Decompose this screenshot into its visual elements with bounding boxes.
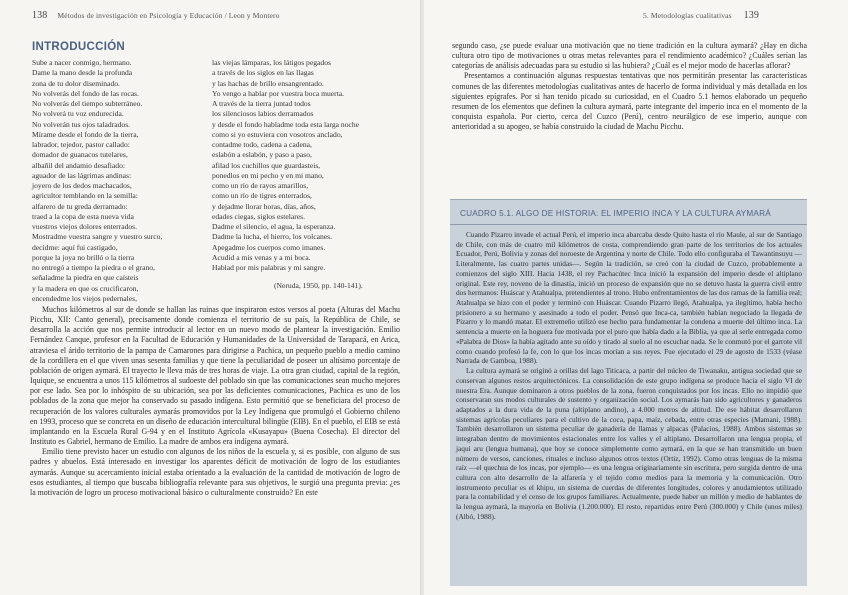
poem-line: los silenciosos labios derramados xyxy=(212,109,314,119)
poem-line: edades ciegas, siglos estelares. xyxy=(212,211,305,221)
poem-line: Mírame desde el fondo de la tierra, xyxy=(32,129,139,139)
poem-line: traed a la copa de esta nueva vida xyxy=(32,211,134,221)
poem-line: y dejadme llorar horas, días, años, xyxy=(212,201,316,211)
poem-column-2 xyxy=(212,58,359,273)
poem-line: como si yo estuviera con vosotros anclado, xyxy=(212,129,343,139)
cuadro-paragraph-2: La cultura aymará se originó a orillas del lago Titicaca, a partir del núcleo de Tiwanaku, antigua sociedad que se conservan algunos restos arquitectónicos. La consolidación de este grupo indígena se produce hacia el siglo VI de nuestra Era. Aunque dominaron a otros pueblos de la zona, fueron conquistados por los incas. Ello no impidió que conservaran sus modos culturales de sustento y organización social. Los aymarás han sido agricultores y ganaderos adaptados a la dura vida de la puna (altiplano andino), a 4.000 metros de altitud. De ese hábitat desarrollaron sistemas agrícolas peculiares para el cultivo de la coca, papa, maíz, cebada, entre otras especies (Mamani, 1988). También desarrollaron un sistema peculiar de ganadería de llamas y alpacas (Palacios, 1988). Ambos sistemas se integraban dentro de movimientos estacionales entre los valles y el altiplano. Desarrollaron una lengua propia, el jaqui aru (lengua humana), que hoy se conoce simplemente como aymará, en la que se han transmitido un buen número de versos, canciones, rituales e incluso algunos otros textos (Ortiz, 1992). Como otras lenguas de la misma raíz —el quechua de los incas, por ejemplo— es una lengua originariamente sin escritura, pero surgida dentro de una cultura con alto desarrollo de la alfarería y el tejido como medios para la memoria y la comunicación. Otro instrumento peculiar es el khipu, un sistema de cuerdas de diferentes longitudes, colores y anudamientos utilizado para la contabilidad y el censo de los grupos familiares. Actualmente, puede haber un millón y medio de hablantes de la lengua aymará, la mayoría en Bolivia (1.200.000). El resto, repartidos entre Perú (300.000) y Chile (unos miles) (Albó, 1988). xyxy=(456,366,802,521)
poem-line: Dadme el silencio, el agua, la esperanza. xyxy=(212,222,336,231)
poem-line: No volverán tus ojos taladrados. xyxy=(32,119,131,129)
cuadro-body xyxy=(456,230,802,522)
poem-line: zona de tu dolor diseminado. xyxy=(32,78,120,88)
poem-line: afilad los cuchillos que guardasteis, xyxy=(212,160,321,170)
poem-column-1 xyxy=(32,58,162,304)
left-page-number: 138 xyxy=(32,10,48,21)
right-running-header xyxy=(643,10,759,21)
cuadro-title: CUADRO 5.1. ALGO DE HISTORIA: EL IMPERIO INCA Y LA CULTURA AYMARÁ xyxy=(460,209,771,218)
poem-line: labrador, tejedor, pastor callado: xyxy=(32,140,130,149)
poem-line: y la madera en que os crucificaron, xyxy=(32,283,139,293)
section-title: INTRODUCCIÓN xyxy=(32,41,126,53)
right-paragraph-2: Presentamos a continuación algunas respuestas tentativas que nos permitirán presentar las características comunes de las diferentes metodologías cualitativas antes de hacerlo de forma individual y más detallada en los siguientes epígrafes. Por si han tenido picado su curiosidad, en el Cuadro 5.1 hemos elaborado un pequeño resumen de los elementos que definen la cultura aymará, parte integrante del imperio inca en el momento de la conquista española. Por cierto, cerca del Cuzco (Perú), centro neurálgico de ese imperio, aunque con anterioridad a su apogeo, se había construido la ciudad de Machu Picchu. xyxy=(452,71,807,132)
poem-line: Dame la mano desde la profunda xyxy=(32,68,133,78)
poem-line: a través de los siglos en las llagas xyxy=(212,68,314,78)
poem-line: Sube a nacer conmigo, hermano. xyxy=(32,58,132,67)
poem-line: No volverás del fondo de las rocas. xyxy=(32,88,139,98)
right-page-number: 139 xyxy=(743,10,759,21)
poem-line: Dadme la lucha, el hierro, los volcanes. xyxy=(212,232,332,242)
poem-line: albañil del andamio desafiado: xyxy=(32,160,125,170)
poem-line: Acudid a mis venas y a mi boca. xyxy=(212,252,311,262)
poem-line: Apegadme los cuerpos como imanes. xyxy=(212,242,326,252)
left-paragraph-1: Muchos kilómetros al sur de donde se hallan las ruinas que inspiraron estos versos al poeta (Alturas del Machu Picchu, XII: Canto general), precisamente donde comienza el territorio de su país, la República de Chile, se desarrolla la acción que nos permite introducir al lector en un nuevo modo de plantear la investigación. Emilio Fernández Canque, profesor en la Facultad de Educación y Humanidades de la Universidad de Tarapacá, en Arica, atraviesa el árido territorio de la pampa de Camarones para dirigirse a Pachica, un pequeño pueblo a medio camino de la cordillera en el que viven unas sesenta familias y que tiene la peculiaridad de poseer un altísimo porcentaje de población de origen aymará. El trayecto le lleva más de tres horas de viaje. La otra gran ciudad, capital de la región, Iquique, se encuentra a unos 115 kilómetros al sudoeste del poblado sin que las comunicaciones sean mucho mejores por ese lado. Sea por lo inhóspito de su ubicación, sea por las deficientes comunicaciones, Pachica es uno de los poblados de la zona que mejor ha conservado su pasado indígena. Esto permitió que se beneficiara del proceso de recuperación de los valores culturales aymarás promovidos por la Ley Indígena que promulgó el Gobierno chileno en 1993, proceso que se concreta en un diseño de educación intercultural bilingüe (EIB). En el pueblo, el EIB se está implantando en la Escuela Rural G-94 y en el Instituto Agrícola «Kusayapu» (Buena Cosecha). El director del Instituto es Gabriel, hermano de Emilio. La madre de ambos era indígena aymará. xyxy=(30,305,400,447)
poem-line: eslabón a eslabón, y paso a paso, xyxy=(212,150,312,160)
poem-line: y las hachas de brillo ensangrentado. xyxy=(212,78,324,88)
left-page xyxy=(0,0,422,595)
poem-line: como un río de rayos amarillos, xyxy=(212,181,309,190)
left-running-head: Métodos de investigación en Psicología y Educación / Leon y Montero xyxy=(57,11,280,20)
poem-line: decidme: aquí fui castigado, xyxy=(32,242,118,252)
poem-line: y desde el fondo habladme toda esta larga noche xyxy=(212,119,360,129)
poem-line: aguador de las lágrimas andinas: xyxy=(32,170,132,180)
right-running-head: 5. Metodologías cualitativas xyxy=(643,11,732,20)
poem-line: contadme todo, cadena a cadena, xyxy=(212,140,312,149)
poem-line: ponedlos en mi pecho y en mi mano, xyxy=(212,170,324,180)
poem-line: las viejas lámparas, los látigos pegados xyxy=(212,58,331,67)
poem-line: joyero de los dedos machacados, xyxy=(32,181,132,190)
right-paragraph-1: segundo caso, ¿se puede evaluar una motivación que no tiene tradición en la cultura aymará? ¿Hay en dicha cultura otro tipo de motivaciones u otras metas relevantes para el rendimiento académico? ¿Cuáles serían las categorías de análisis adecuadas para su estudio si las hubiera? ¿Cuál es el mejor modo de hacerlas aflorar? xyxy=(452,41,807,71)
poem-line: señaladme la piedra en que caísteis xyxy=(32,273,139,283)
poem-line: vuestros viejos dolores enterrados. xyxy=(32,222,138,231)
left-paragraph-2: Emilio tiene previsto hacer un estudio con algunos de los niños de la escuela y, si es posible, con alguno de sus padres y abuelos. Está interesado en investigar los aparentes déficit de motivación de logro de los estudiantes aymarás. Aunque su acercamiento inicial estaba orientado a la evaluación de la cantidad de motivación de logro de esos estudiantes, al tiempo que buscaba bibliografía relevante para sus objetivos, le surgió una pregunta previa: ¿es la motivación de logro un proceso motivacional básico o culturalmente construido? En este xyxy=(30,447,400,497)
poem-line: A través de la tierra juntad todos xyxy=(212,99,311,108)
poem-line: No volverás del tiempo subterráneo. xyxy=(32,99,143,108)
left-body-text xyxy=(30,305,400,498)
poem-line: encendedme los viejos pedernales, xyxy=(32,293,138,303)
poem-line: Hablad por mis palabras y mi sangre. xyxy=(212,263,326,272)
poem-line: Mostradme vuestra sangre y vuestro surco, xyxy=(32,232,163,242)
poem-line: domador de guanacos tutelares, xyxy=(32,150,128,160)
poem-citation: (Neruda, 1950, pp. 140-141). xyxy=(274,281,363,290)
cuadro-title-rule xyxy=(450,224,807,225)
cuadro-paragraph-1: Cuando Pizarro invade el actual Perú, el imperio inca abarcaba desde Quito hasta el río Maule, al sur de Santiago de Chile, con más de cuatro mil kilómetros de costa, comprendiendo gran parte de los territorios de los actuales Ecuador, Perú, Bolivia y zonas del noroeste de Argentina y norte de Chile. Todo ello configuraba el Tawantinsuyu —Literalmente, las cuatro partes unidas—. Según la tradición, se creó con la ciudad de Cuzco, probablemente a comienzos del siglo XIII. Hacia 1438, el rey Pachacútec Inca inició la expansión del imperio desde el altiplano original. Este rey, noveno de la dinastía, inició un proceso de expansión que no se detuvo hasta la guerra civil entre dos hermanos: Huáscar y Atahualpa, pretendientes al trono. Hubo enfrentamientos de las dos ramas de la familia real; Atahualpa se hizo con el poder y terminó con Huáscar. Cuando Pizarro llegó, Atahualpa, ya ilegítimo, había hecho prisionero a su hermano y asesinado a todo el poder. Pensó que Inca-ca, también habían negociado la llegada de Pizarro y lo mandó matar. El extremeño utilizó ese hecho para fundamentar la condena a muerte del último inca. La sentencia a muerte en la hoguera fue motivada por el puro que había dado a la Biblia, ya que al serle entregada como «Palabra de Dios» la había agitado ante su oído y tirado al suelo al no escuchar nada. Se le conmutó por el garrote vil como cuando profesó la fe, con lo que los incas morían a sus reyes. Fue ejecutado el 29 de agosto de 1533 (véase Narrada de Gamboa, 1988). xyxy=(456,230,802,366)
poem-line: como un río de tigres enterrados, xyxy=(212,191,312,201)
poem-line: alfarero de tu greda derramado: xyxy=(32,201,128,211)
left-running-header xyxy=(32,10,280,21)
poem-line: No volverá tu voz endurecida. xyxy=(32,109,124,119)
right-body-text xyxy=(452,41,807,132)
poem-line: agricultor temblando en la semilla: xyxy=(32,191,138,201)
poem-line: porque la joya no brilló o la tierra xyxy=(32,252,135,262)
poem-line: Yo vengo a hablar por vuestra boca muerta. xyxy=(212,88,345,98)
poem-line: no entregó a tiempo la piedra o el grano, xyxy=(32,263,155,272)
